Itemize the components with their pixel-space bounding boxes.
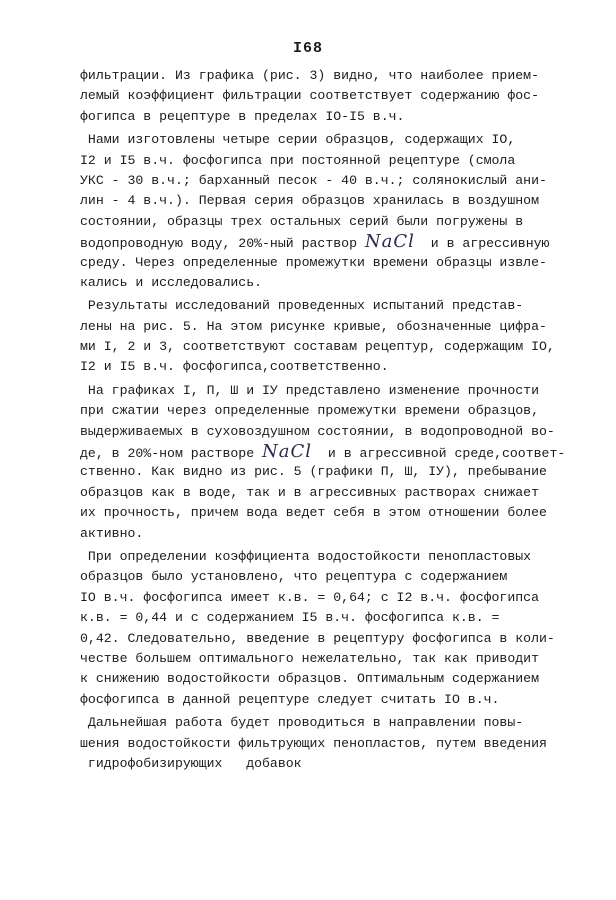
- text-line: фосфогипса в данной рецептуре следует считать IO в.ч.: [80, 691, 500, 707]
- text-line: водопроводную воду, 20%-ный раствор NaCl и в агрессивную: [80, 231, 550, 253]
- text-line: кались и исследовались.: [80, 274, 263, 290]
- text-line: Дальнейшая работа будет проводиться в направлении повы-: [80, 715, 524, 731]
- text-line: IO в.ч. фосфогипса имеет к.в. = 0,64; с I2 в.ч. фосфогипса: [80, 589, 539, 605]
- text-line: честве большем оптимального нежелательно, так как приводит: [80, 650, 539, 666]
- text-line: Результаты исследований проведенных испытаний представ-: [80, 298, 524, 314]
- body-text: [80, 66, 580, 774]
- text-line: I2 и I5 в.ч. фосфогипса при постоянной рецептуре (смола: [80, 152, 516, 168]
- text-line: образцов было установлено, что рецептура с содержанием: [80, 569, 508, 585]
- text-line: при сжатии через определенные промежутки времени образцов,: [80, 403, 539, 419]
- handwritten-formula: NaCl: [262, 441, 313, 463]
- text-line: Нами изготовлены четыре серии образцов, содержащих IO,: [80, 132, 516, 148]
- text-line: активно.: [80, 525, 144, 541]
- text-line: их прочность, причем вода ведет себя в этом отношении более: [80, 505, 547, 521]
- text-line: лены на рис. 5. На этом рисунке кривые, обозначенные цифра-: [80, 318, 547, 334]
- text-line: состоянии, образцы трех остальных серий были погружены в: [80, 213, 524, 229]
- text-line: фогипса в рецептуре в пределах IO-I5 в.ч.: [80, 108, 405, 124]
- text-line: фильтрации. Из графика (рис. 3) видно, что наиболее прием-: [80, 68, 539, 83]
- text-line: образцов как в воде, так и в агрессивных растворах снижает: [80, 484, 539, 500]
- text-line: гидрофобизирующих добавок: [80, 755, 302, 771]
- text-line: I2 и I5 в.ч. фосфогипса,соответственно.: [80, 359, 389, 375]
- text-line: шения водостойкости фильтрующих пенопластов, путем введения: [80, 735, 547, 751]
- text-line: ми I, 2 и 3, соответствуют составам рецептур, содержащим IO,: [80, 339, 555, 355]
- text-line: лемый коэффициент фильтрации соответствует содержанию фос-: [80, 88, 539, 104]
- text-line: ственно. Как видно из рис. 5 (графики П, Ш, IУ), пребывание: [80, 464, 547, 480]
- text-line: к снижению водостойкости образцов. Оптимальным содержанием: [80, 671, 539, 687]
- text-line: лин - 4 в.ч.). Первая серия образцов хранилась в воздушном: [80, 193, 539, 209]
- text-line: к.в. = 0,44 и с содержанием I5 в.ч. фосфогипса к.в. =: [80, 610, 500, 626]
- handwritten-formula: NaCl: [364, 231, 415, 253]
- text-line: При определении коэффициента водостойкости пенопластовых: [80, 548, 532, 564]
- text-line: На графиках I, П, Ш и IУ представлено изменение прочности: [80, 382, 539, 398]
- text-line: де, в 20%-ном растворе NaCl и в агрессивной среде,соответ-: [80, 441, 566, 463]
- text-line: 0,42. Следовательно, введение в рецептуру фосфогипса в коли-: [80, 630, 555, 646]
- page-number: I68: [292, 40, 323, 57]
- text-line: УКС - 30 в.ч.; барханный песок - 40 в.ч.; солянокислый ани-: [80, 172, 547, 188]
- text-line: выдерживаемых в суховоздушном состоянии, в водопроводной во-: [80, 423, 555, 439]
- text-line: среду. Через определенные промежутки времени образцы извле-: [80, 254, 547, 270]
